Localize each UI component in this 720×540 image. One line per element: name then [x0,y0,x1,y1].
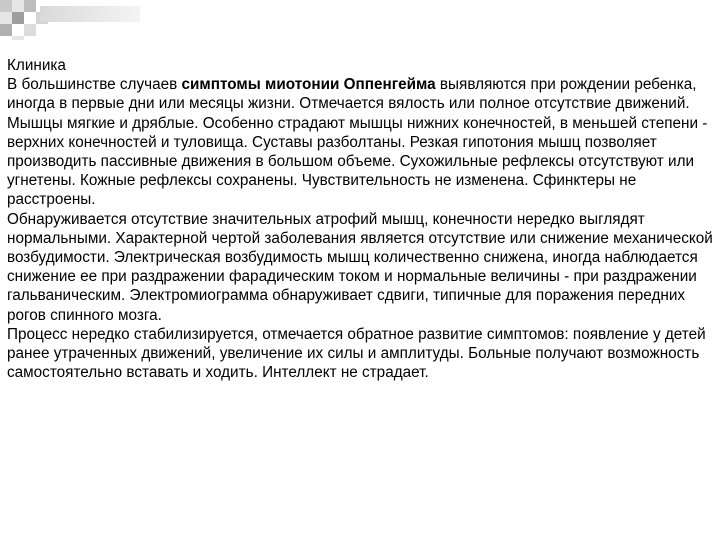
emphasis-term: симптомы миотонии Оппенгейма [181,76,436,94]
slide-heading: Клиника [7,57,66,74]
paragraph-symptoms-lead: В большинстве случаев [7,76,182,94]
slide-text-body [7,56,715,382]
top-gradient-band [40,6,140,22]
paragraph-symptoms-body: выявляются при рождении ребенка, иногда в первые дни или месяцы жизни. Отмечается вялость или полное отсутствие движений. Мышцы мягкие и дряблые. Особенно страдают мышцы нижних конечностей, в меньшей степени - верхних конечностей и туловища. Суставы разболтаны. Резкая гипотония мышц позволяет производить пассивные движения в большом объеме. Сухожильные рефлексы отсутствуют или угнетены. Кожные рефлексы сохранены. Чувствительность не изменена. Сфинктеры не расстроены. [7,76,708,209]
paragraph-course: Процесс нередко стабилизируется, отмечается обратное развитие симптомов: появление у детей ранее утраченных движений, увеличение их силы и амплитуды. Больные получают возможность самостоятельно вставать и ходить. Интеллект не страдает. [7,325,706,382]
paragraph-examination: Обнаруживается отсутствие значительных атрофий мышц, конечности нередко выглядят нормальными. Характерной чертой заболевания является отсутствие или снижение механической возбудимости. Электрическая возбудимость мышц количественно снижена, иногда наблюдается снижение ее при раздражении фарадическим током и нормальные величины - при раздражении гальваническим. Электромиограмма обнаруживает сдвиги, типичные для поражения передних рогов спинного мозга. [7,210,713,324]
paragraph-symptoms [7,75,715,209]
